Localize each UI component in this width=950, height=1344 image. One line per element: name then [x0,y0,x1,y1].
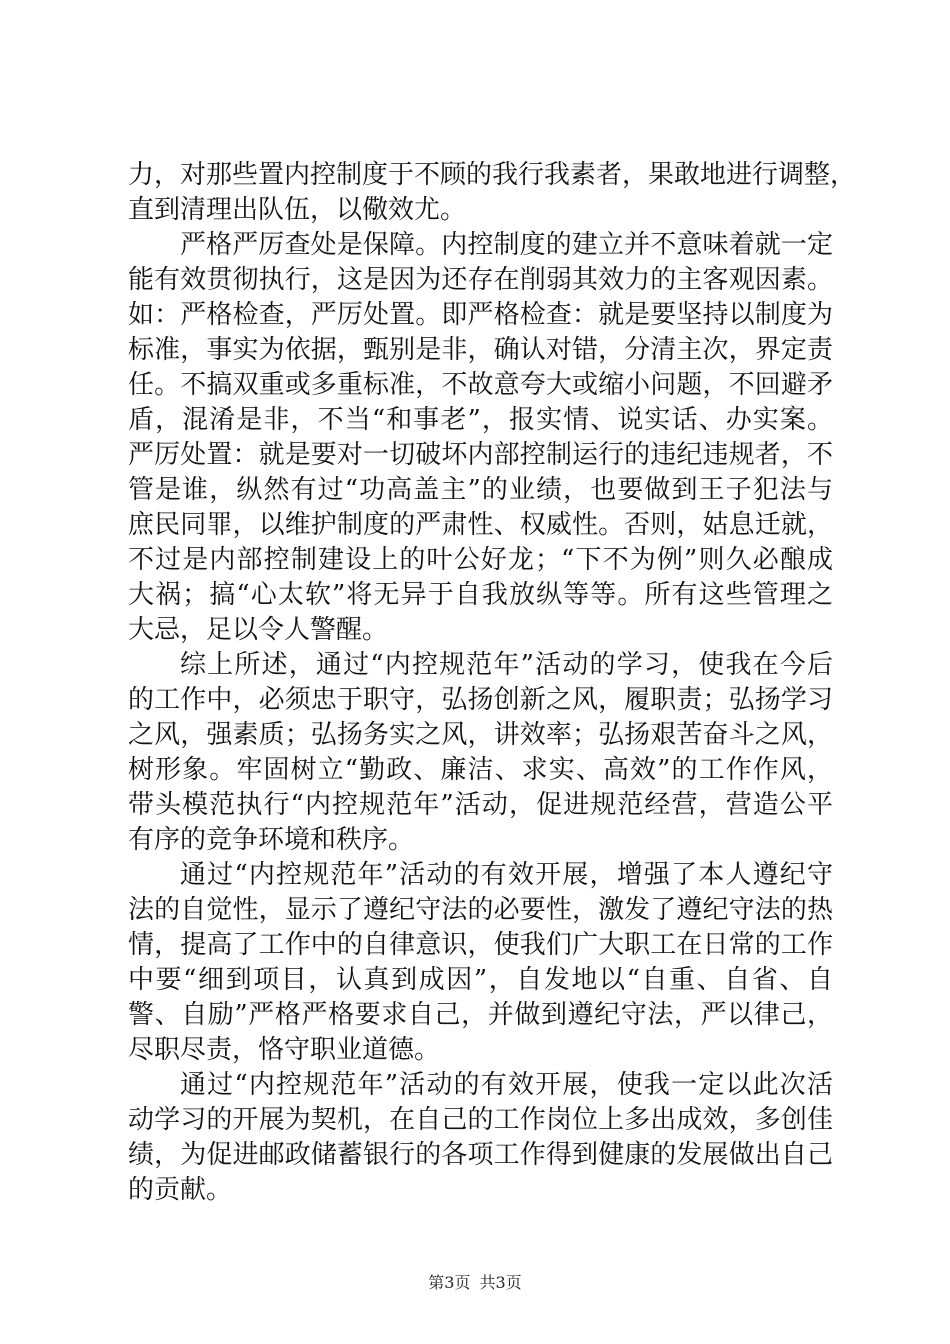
page-number: 第3页 [428,1273,471,1292]
text-line: 庶民同罪，以维护制度的严肃性、权威性。否则，姑息迁就， [128,510,833,540]
text-line: 盾，混淆是非，不当“和事老”，报实情、说实话、办实案。 [128,405,833,435]
text-line: 的工作中，必须忠于职守，弘扬创新之风，履职责；弘扬学习 [128,685,833,715]
text-line: 大忌，足以令人警醒。 [128,615,389,645]
page-footer [0,1272,950,1294]
text-line: 动学习的开展为契机，在自己的工作岗位上多出成效，多创佳 [128,1105,833,1135]
text-line: 如：严格检查，严厉处置。即严格检查：就是要坚持以制度为 [128,300,833,330]
text-line: 任。不搞双重或多重标准，不故意夸大或缩小问题，不回避矛 [128,370,833,400]
page-total: 共3页 [479,1273,522,1292]
text-line: 尽职尽责，恪守职业道德。 [128,1035,441,1065]
text-line: 法的自觉性，显示了遵纪守法的必要性，激发了遵纪守法的热 [128,895,833,925]
text-line: 绩，为促进邮政储蓄银行的各项工作得到健康的发展做出自己 [128,1140,833,1170]
text-line: 之风，强素质；弘扬务实之风，讲效率；弘扬艰苦奋斗之风， [128,720,833,750]
text-line: 通过“内控规范年”活动的有效开展，增强了本人遵纪守 [180,860,833,890]
text-line: 力，对那些置内控制度于不顾的我行我素者，果敢地进行调整， [128,160,857,190]
text-line: 有序的竞争环境和秩序。 [128,825,415,855]
text-line: 直到清理出队伍，以儆效尤。 [128,195,467,225]
document-body [128,158,857,1208]
text-line: 严厉处置：就是要对一切破坏内部控制运行的违纪违规者，不 [128,440,833,470]
text-line: 中要“细到项目，认真到成因”，自发地以“自重、自省、自 [128,965,833,995]
text-line: 综上所述，通过“内控规范年”活动的学习，使我在今后 [180,650,833,680]
text-line: 能有效贯彻执行，这是因为还存在削弱其效力的主客观因素。 [128,265,833,295]
text-line: 树形象。牢固树立“勤政、廉洁、求实、高效”的工作作风， [128,755,833,785]
text-line: 严格严厉查处是保障。内控制度的建立并不意味着就一定 [180,230,833,260]
text-line: 情，提高了工作中的自律意识，使我们广大职工在日常的工作 [128,930,833,960]
text-line: 带头模范执行“内控规范年”活动，促进规范经营，营造公平 [128,790,833,820]
text-line: 不过是内部控制建设上的叶公好龙；“下不为例”则久必酿成 [128,545,833,575]
text-line: 管是谁，纵然有过“功高盖主”的业绩，也要做到王子犯法与 [128,475,833,505]
text-line: 警、自励”严格严格要求自己，并做到遵纪守法，严以律己， [128,1000,833,1030]
text-line: 标准，事实为依据，甄别是非，确认对错，分清主次，界定责 [128,335,833,365]
text-line: 通过“内控规范年”活动的有效开展，使我一定以此次活 [180,1070,833,1100]
text-line: 的贡献。 [128,1175,233,1205]
text-line: 大祸；搞“心太软”将无异于自我放纵等等。所有这些管理之 [128,580,833,610]
